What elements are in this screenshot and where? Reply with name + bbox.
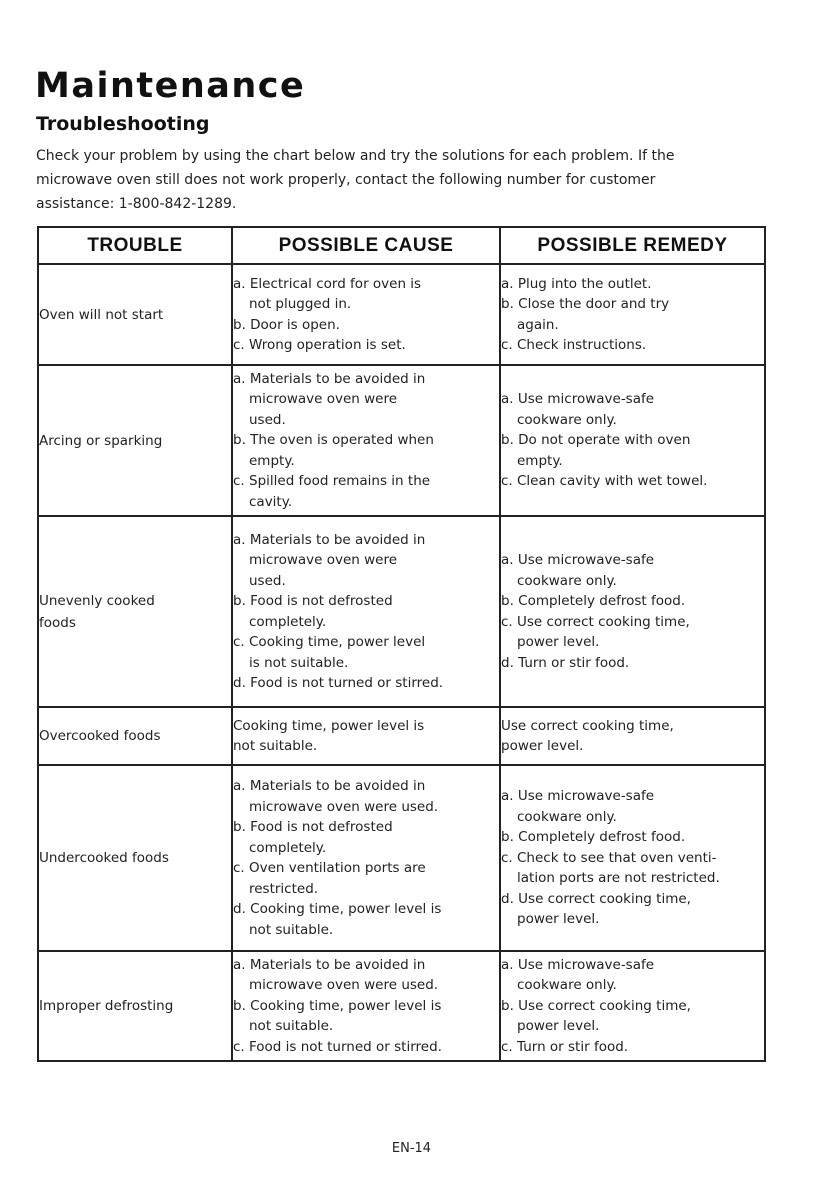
remedy-line: again. [517, 316, 559, 333]
header-possible-cause: POSSIBLE CAUSE [232, 227, 500, 264]
remedy-line: b. Close the door and try [501, 296, 670, 312]
cause-line: a. Materials to be avoided in [233, 370, 426, 387]
cause-line: b. The oven is operated when [233, 432, 434, 449]
cause-line: c. Wrong operation is set. [233, 337, 406, 353]
cause-line: is not suitable. [249, 654, 349, 671]
remedy-line: empty. [517, 452, 563, 469]
remedy-line: a. Use microwave-safe [501, 391, 655, 408]
possible-remedy-cell [500, 264, 765, 365]
trouble-cell [38, 707, 232, 765]
remedy-line: d. Use correct cooking time, [501, 890, 691, 907]
page-number: EN-14 [391, 1141, 432, 1156]
trouble-text: foods [39, 614, 76, 631]
cause-line: restricted. [249, 880, 319, 897]
cause-line: c. Spilled food remains in the [233, 473, 431, 490]
table-header-row [38, 227, 765, 264]
trouble-text: Improper defrosting [39, 998, 174, 1014]
remedy-line: cookware only. [517, 808, 617, 825]
trouble-cell [38, 516, 232, 707]
remedy-line: b. Use correct cooking time, [501, 997, 691, 1014]
remedy-line: d. Turn or stir food. [501, 654, 630, 671]
trouble-text: Unevenly cooked [39, 592, 155, 609]
intro-line: assistance: 1-800-842-1289. [36, 196, 237, 212]
cause-line: d. Food is not turned or stirred. [233, 675, 444, 691]
cause-line: completely. [249, 839, 327, 856]
remedy-line: c. Check instructions. [501, 337, 647, 353]
table-row [38, 365, 765, 516]
remedy-line: lation ports are not restricted. [517, 870, 720, 887]
intro-line: microwave oven still does not work properly, contact the following number for customer [36, 172, 656, 188]
header-trouble: TROUBLE [38, 227, 232, 264]
remedy-line: b. Do not operate with oven [501, 432, 691, 449]
trouble-cell [38, 264, 232, 365]
cause-line: a. Electrical cord for oven is [233, 275, 422, 292]
remedy-line: b. Completely defrost food. [501, 593, 686, 609]
cause-line: not suitable. [249, 921, 334, 938]
cause-line: Cooking time, power level is [233, 717, 425, 734]
cause-line: b. Cooking time, power level is [233, 997, 442, 1014]
cause-line: used. [249, 411, 286, 428]
trouble-text: Arcing or sparking [39, 432, 163, 449]
cause-line: microwave oven were [249, 391, 398, 408]
table-body [38, 264, 765, 1061]
remedy-line: b. Completely defrost food. [501, 829, 686, 846]
cause-line: cavity. [249, 493, 293, 510]
intro-line: Check your problem by using the chart below and try the solutions for each problem. If the [36, 148, 675, 164]
section-subtitle: Troubleshooting [36, 113, 210, 135]
possible-remedy-cell [500, 951, 765, 1061]
remedy-line: a. Plug into the outlet. [501, 275, 652, 292]
cause-line: a. Materials to be avoided in [233, 531, 426, 548]
header-possible-remedy: POSSIBLE REMEDY [500, 227, 765, 264]
remedy-line: cookware only. [517, 977, 617, 994]
possible-remedy-cell [500, 765, 765, 951]
possible-cause-cell [232, 516, 500, 707]
trouble-cell [38, 951, 232, 1061]
remedy-line: a. Use microwave-safe [501, 956, 655, 973]
trouble-text: Overcooked foods [39, 728, 161, 744]
cause-line: not suitable. [233, 738, 318, 754]
cause-line: not suitable. [249, 1018, 334, 1035]
cause-line: d. Cooking time, power level is [233, 901, 442, 917]
possible-cause-cell [232, 264, 500, 365]
trouble-text: Undercooked foods [39, 850, 169, 866]
possible-remedy-cell [500, 365, 765, 516]
possible-cause-cell [232, 707, 500, 765]
cause-line: used. [249, 572, 286, 589]
trouble-text: Oven will not start [39, 306, 164, 323]
table-row [38, 264, 765, 365]
cause-line: b. Food is not defrosted [233, 593, 393, 609]
cause-line: c. Food is not turned or stirred. [233, 1038, 442, 1055]
possible-cause-cell [232, 765, 500, 951]
remedy-line: power level. [517, 911, 600, 928]
table-row [38, 765, 765, 951]
remedy-line: c. Check to see that oven venti- [501, 849, 717, 866]
cause-line: empty. [249, 452, 295, 469]
table-row [38, 951, 765, 1061]
cause-line: c. Oven ventilation ports are [233, 860, 426, 876]
remedy-line: cookware only. [517, 411, 617, 428]
remedy-line: power level. [517, 634, 600, 650]
trouble-cell [38, 765, 232, 951]
cause-line: completely. [249, 613, 327, 630]
intro-paragraph [36, 144, 776, 216]
cause-line: c. Cooking time, power level [233, 634, 426, 650]
possible-cause-cell [232, 365, 500, 516]
cause-line: not plugged in. [249, 296, 352, 312]
cause-line: microwave oven were used. [249, 977, 439, 994]
remedy-line: Use correct cooking time, [501, 717, 674, 734]
remedy-line: power level. [517, 1018, 600, 1035]
page-title: Maintenance [35, 66, 306, 106]
possible-cause-cell [232, 951, 500, 1061]
cause-line: microwave oven were used. [249, 798, 439, 815]
cause-line: a. Materials to be avoided in [233, 956, 426, 973]
remedy-line: power level. [501, 738, 584, 754]
table-row [38, 707, 765, 765]
cause-line: b. Food is not defrosted [233, 819, 393, 835]
remedy-line: c. Clean cavity with wet towel. [501, 473, 708, 490]
cause-line: b. Door is open. [233, 316, 340, 333]
remedy-line: cookware only. [517, 572, 617, 589]
remedy-line: a. Use microwave-safe [501, 788, 655, 805]
table-row [38, 516, 765, 707]
trouble-cell [38, 365, 232, 516]
troubleshooting-table [37, 226, 766, 1062]
remedy-line: a. Use microwave-safe [501, 552, 655, 568]
possible-remedy-cell [500, 516, 765, 707]
cause-line: microwave oven were [249, 552, 398, 568]
cause-line: a. Materials to be avoided in [233, 778, 426, 794]
remedy-line: c. Turn or stir food. [501, 1038, 629, 1055]
possible-remedy-cell [500, 707, 765, 765]
remedy-line: c. Use correct cooking time, [501, 613, 690, 630]
